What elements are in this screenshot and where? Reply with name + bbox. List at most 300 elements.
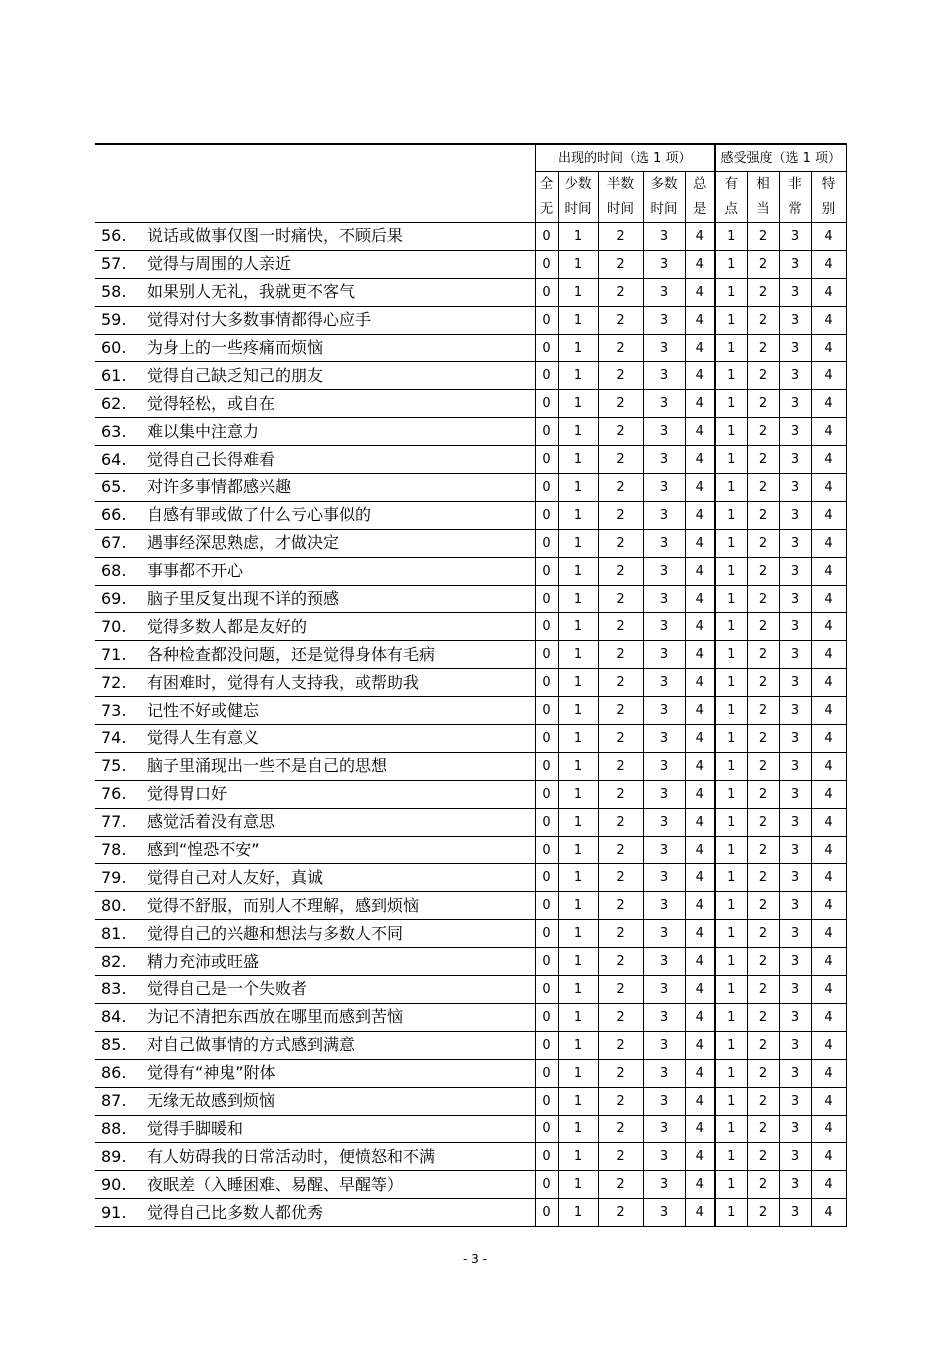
- time-choice-cell[interactable]: 1: [558, 1143, 598, 1171]
- time-choice-cell[interactable]: 4: [685, 557, 715, 585]
- time-choice-cell[interactable]: 2: [598, 418, 643, 446]
- strength-choice-cell[interactable]: 4: [811, 1087, 846, 1115]
- time-choice-cell[interactable]: 2: [598, 1115, 643, 1143]
- time-choice-cell[interactable]: 2: [598, 1087, 643, 1115]
- strength-choice-cell[interactable]: 3: [779, 474, 811, 502]
- strength-choice-cell[interactable]: 4: [811, 669, 846, 697]
- strength-choice-cell[interactable]: 1: [715, 529, 747, 557]
- time-choice-cell[interactable]: 0: [535, 948, 558, 976]
- strength-choice-cell[interactable]: 4: [811, 613, 846, 641]
- time-choice-cell[interactable]: 2: [598, 529, 643, 557]
- strength-choice-cell[interactable]: 4: [811, 223, 846, 251]
- time-choice-cell[interactable]: 4: [685, 446, 715, 474]
- strength-choice-cell[interactable]: 1: [715, 948, 747, 976]
- time-choice-cell[interactable]: 1: [558, 836, 598, 864]
- time-choice-cell[interactable]: 3: [643, 1199, 685, 1227]
- strength-choice-cell[interactable]: 2: [747, 223, 779, 251]
- time-choice-cell[interactable]: 1: [558, 585, 598, 613]
- strength-choice-cell[interactable]: 4: [811, 1171, 846, 1199]
- time-choice-cell[interactable]: 3: [643, 808, 685, 836]
- time-choice-cell[interactable]: 1: [558, 808, 598, 836]
- time-choice-cell[interactable]: 0: [535, 529, 558, 557]
- strength-choice-cell[interactable]: 3: [779, 1031, 811, 1059]
- time-choice-cell[interactable]: 4: [685, 641, 715, 669]
- time-choice-cell[interactable]: 2: [598, 1031, 643, 1059]
- time-choice-cell[interactable]: 4: [685, 390, 715, 418]
- time-choice-cell[interactable]: 2: [598, 501, 643, 529]
- time-choice-cell[interactable]: 1: [558, 948, 598, 976]
- time-choice-cell[interactable]: 1: [558, 1199, 598, 1227]
- time-choice-cell[interactable]: 0: [535, 1115, 558, 1143]
- strength-choice-cell[interactable]: 4: [811, 864, 846, 892]
- strength-choice-cell[interactable]: 2: [747, 892, 779, 920]
- strength-choice-cell[interactable]: 2: [747, 390, 779, 418]
- strength-choice-cell[interactable]: 3: [779, 306, 811, 334]
- strength-choice-cell[interactable]: 1: [715, 390, 747, 418]
- time-choice-cell[interactable]: 2: [598, 920, 643, 948]
- strength-choice-cell[interactable]: 2: [747, 529, 779, 557]
- strength-choice-cell[interactable]: 4: [811, 836, 846, 864]
- time-choice-cell[interactable]: 4: [685, 474, 715, 502]
- time-choice-cell[interactable]: 0: [535, 1143, 558, 1171]
- time-choice-cell[interactable]: 1: [558, 1171, 598, 1199]
- strength-choice-cell[interactable]: 2: [747, 1087, 779, 1115]
- strength-choice-cell[interactable]: 1: [715, 446, 747, 474]
- time-choice-cell[interactable]: 3: [643, 1031, 685, 1059]
- strength-choice-cell[interactable]: 2: [747, 362, 779, 390]
- time-choice-cell[interactable]: 1: [558, 641, 598, 669]
- strength-choice-cell[interactable]: 1: [715, 976, 747, 1004]
- time-choice-cell[interactable]: 2: [598, 725, 643, 753]
- time-choice-cell[interactable]: 2: [598, 948, 643, 976]
- time-choice-cell[interactable]: 4: [685, 585, 715, 613]
- strength-choice-cell[interactable]: 1: [715, 1143, 747, 1171]
- strength-choice-cell[interactable]: 2: [747, 418, 779, 446]
- strength-choice-cell[interactable]: 1: [715, 474, 747, 502]
- strength-choice-cell[interactable]: 1: [715, 557, 747, 585]
- strength-choice-cell[interactable]: 4: [811, 920, 846, 948]
- strength-choice-cell[interactable]: 4: [811, 557, 846, 585]
- strength-choice-cell[interactable]: 1: [715, 752, 747, 780]
- time-choice-cell[interactable]: 3: [643, 948, 685, 976]
- strength-choice-cell[interactable]: 2: [747, 250, 779, 278]
- time-choice-cell[interactable]: 3: [643, 446, 685, 474]
- strength-choice-cell[interactable]: 1: [715, 1115, 747, 1143]
- time-choice-cell[interactable]: 2: [598, 808, 643, 836]
- time-choice-cell[interactable]: 3: [643, 223, 685, 251]
- strength-choice-cell[interactable]: 1: [715, 697, 747, 725]
- time-choice-cell[interactable]: 4: [685, 948, 715, 976]
- time-choice-cell[interactable]: 0: [535, 976, 558, 1004]
- time-choice-cell[interactable]: 0: [535, 334, 558, 362]
- time-choice-cell[interactable]: 3: [643, 780, 685, 808]
- strength-choice-cell[interactable]: 1: [715, 278, 747, 306]
- time-choice-cell[interactable]: 4: [685, 613, 715, 641]
- time-choice-cell[interactable]: 0: [535, 864, 558, 892]
- strength-choice-cell[interactable]: 4: [811, 808, 846, 836]
- time-choice-cell[interactable]: 2: [598, 585, 643, 613]
- time-choice-cell[interactable]: 4: [685, 697, 715, 725]
- strength-choice-cell[interactable]: 2: [747, 641, 779, 669]
- strength-choice-cell[interactable]: 1: [715, 1031, 747, 1059]
- strength-choice-cell[interactable]: 3: [779, 1171, 811, 1199]
- time-choice-cell[interactable]: 2: [598, 334, 643, 362]
- strength-choice-cell[interactable]: 4: [811, 1031, 846, 1059]
- strength-choice-cell[interactable]: 3: [779, 278, 811, 306]
- strength-choice-cell[interactable]: 3: [779, 752, 811, 780]
- strength-choice-cell[interactable]: 2: [747, 836, 779, 864]
- time-choice-cell[interactable]: 4: [685, 1143, 715, 1171]
- strength-choice-cell[interactable]: 3: [779, 362, 811, 390]
- strength-choice-cell[interactable]: 1: [715, 1171, 747, 1199]
- strength-choice-cell[interactable]: 1: [715, 1003, 747, 1031]
- time-choice-cell[interactable]: 3: [643, 976, 685, 1004]
- time-choice-cell[interactable]: 2: [598, 752, 643, 780]
- strength-choice-cell[interactable]: 2: [747, 613, 779, 641]
- strength-choice-cell[interactable]: 4: [811, 334, 846, 362]
- time-choice-cell[interactable]: 3: [643, 864, 685, 892]
- strength-choice-cell[interactable]: 3: [779, 864, 811, 892]
- time-choice-cell[interactable]: 3: [643, 725, 685, 753]
- strength-choice-cell[interactable]: 3: [779, 613, 811, 641]
- strength-choice-cell[interactable]: 2: [747, 474, 779, 502]
- time-choice-cell[interactable]: 4: [685, 1059, 715, 1087]
- strength-choice-cell[interactable]: 1: [715, 725, 747, 753]
- strength-choice-cell[interactable]: 3: [779, 250, 811, 278]
- strength-choice-cell[interactable]: 2: [747, 920, 779, 948]
- strength-choice-cell[interactable]: 4: [811, 529, 846, 557]
- strength-choice-cell[interactable]: 2: [747, 1143, 779, 1171]
- time-choice-cell[interactable]: 0: [535, 836, 558, 864]
- strength-choice-cell[interactable]: 1: [715, 920, 747, 948]
- strength-choice-cell[interactable]: 4: [811, 948, 846, 976]
- time-choice-cell[interactable]: 2: [598, 557, 643, 585]
- time-choice-cell[interactable]: 3: [643, 1059, 685, 1087]
- strength-choice-cell[interactable]: 1: [715, 1059, 747, 1087]
- time-choice-cell[interactable]: 1: [558, 1115, 598, 1143]
- strength-choice-cell[interactable]: 4: [811, 752, 846, 780]
- time-choice-cell[interactable]: 1: [558, 278, 598, 306]
- strength-choice-cell[interactable]: 1: [715, 418, 747, 446]
- time-choice-cell[interactable]: 3: [643, 669, 685, 697]
- strength-choice-cell[interactable]: 4: [811, 362, 846, 390]
- strength-choice-cell[interactable]: 1: [715, 836, 747, 864]
- strength-choice-cell[interactable]: 4: [811, 250, 846, 278]
- strength-choice-cell[interactable]: 3: [779, 976, 811, 1004]
- time-choice-cell[interactable]: 3: [643, 585, 685, 613]
- time-choice-cell[interactable]: 1: [558, 1087, 598, 1115]
- strength-choice-cell[interactable]: 4: [811, 1143, 846, 1171]
- strength-choice-cell[interactable]: 3: [779, 529, 811, 557]
- time-choice-cell[interactable]: 4: [685, 223, 715, 251]
- time-choice-cell[interactable]: 2: [598, 278, 643, 306]
- time-choice-cell[interactable]: 1: [558, 306, 598, 334]
- time-choice-cell[interactable]: 0: [535, 474, 558, 502]
- time-choice-cell[interactable]: 2: [598, 1003, 643, 1031]
- time-choice-cell[interactable]: 3: [643, 1115, 685, 1143]
- time-choice-cell[interactable]: 3: [643, 250, 685, 278]
- time-choice-cell[interactable]: 2: [598, 1199, 643, 1227]
- time-choice-cell[interactable]: 1: [558, 250, 598, 278]
- strength-choice-cell[interactable]: 2: [747, 446, 779, 474]
- time-choice-cell[interactable]: 0: [535, 641, 558, 669]
- strength-choice-cell[interactable]: 2: [747, 585, 779, 613]
- strength-choice-cell[interactable]: 3: [779, 1003, 811, 1031]
- time-choice-cell[interactable]: 1: [558, 613, 598, 641]
- time-choice-cell[interactable]: 3: [643, 892, 685, 920]
- time-choice-cell[interactable]: 0: [535, 920, 558, 948]
- time-choice-cell[interactable]: 2: [598, 780, 643, 808]
- time-choice-cell[interactable]: 0: [535, 808, 558, 836]
- strength-choice-cell[interactable]: 2: [747, 1031, 779, 1059]
- time-choice-cell[interactable]: 3: [643, 362, 685, 390]
- time-choice-cell[interactable]: 0: [535, 752, 558, 780]
- strength-choice-cell[interactable]: 3: [779, 1143, 811, 1171]
- strength-choice-cell[interactable]: 1: [715, 613, 747, 641]
- strength-choice-cell[interactable]: 2: [747, 752, 779, 780]
- strength-choice-cell[interactable]: 4: [811, 1059, 846, 1087]
- time-choice-cell[interactable]: 4: [685, 1003, 715, 1031]
- strength-choice-cell[interactable]: 4: [811, 641, 846, 669]
- strength-choice-cell[interactable]: 1: [715, 864, 747, 892]
- strength-choice-cell[interactable]: 1: [715, 250, 747, 278]
- strength-choice-cell[interactable]: 1: [715, 669, 747, 697]
- strength-choice-cell[interactable]: 4: [811, 390, 846, 418]
- time-choice-cell[interactable]: 0: [535, 1003, 558, 1031]
- time-choice-cell[interactable]: 3: [643, 836, 685, 864]
- time-choice-cell[interactable]: 0: [535, 250, 558, 278]
- time-choice-cell[interactable]: 4: [685, 334, 715, 362]
- time-choice-cell[interactable]: 4: [685, 418, 715, 446]
- strength-choice-cell[interactable]: 1: [715, 892, 747, 920]
- strength-choice-cell[interactable]: 4: [811, 501, 846, 529]
- time-choice-cell[interactable]: 4: [685, 752, 715, 780]
- time-choice-cell[interactable]: 2: [598, 864, 643, 892]
- time-choice-cell[interactable]: 1: [558, 725, 598, 753]
- time-choice-cell[interactable]: 2: [598, 250, 643, 278]
- strength-choice-cell[interactable]: 2: [747, 697, 779, 725]
- time-choice-cell[interactable]: 3: [643, 613, 685, 641]
- time-choice-cell[interactable]: 0: [535, 390, 558, 418]
- time-choice-cell[interactable]: 1: [558, 780, 598, 808]
- time-choice-cell[interactable]: 2: [598, 697, 643, 725]
- time-choice-cell[interactable]: 0: [535, 725, 558, 753]
- strength-choice-cell[interactable]: 3: [779, 334, 811, 362]
- strength-choice-cell[interactable]: 3: [779, 418, 811, 446]
- time-choice-cell[interactable]: 1: [558, 334, 598, 362]
- strength-choice-cell[interactable]: 3: [779, 1115, 811, 1143]
- strength-choice-cell[interactable]: 2: [747, 1115, 779, 1143]
- time-choice-cell[interactable]: 1: [558, 501, 598, 529]
- strength-choice-cell[interactable]: 3: [779, 836, 811, 864]
- time-choice-cell[interactable]: 2: [598, 474, 643, 502]
- strength-choice-cell[interactable]: 3: [779, 669, 811, 697]
- strength-choice-cell[interactable]: 4: [811, 585, 846, 613]
- strength-choice-cell[interactable]: 3: [779, 697, 811, 725]
- time-choice-cell[interactable]: 0: [535, 1199, 558, 1227]
- time-choice-cell[interactable]: 3: [643, 1171, 685, 1199]
- time-choice-cell[interactable]: 3: [643, 501, 685, 529]
- time-choice-cell[interactable]: 0: [535, 1031, 558, 1059]
- strength-choice-cell[interactable]: 3: [779, 585, 811, 613]
- strength-choice-cell[interactable]: 4: [811, 780, 846, 808]
- time-choice-cell[interactable]: 1: [558, 557, 598, 585]
- time-choice-cell[interactable]: 4: [685, 808, 715, 836]
- strength-choice-cell[interactable]: 2: [747, 725, 779, 753]
- time-choice-cell[interactable]: 0: [535, 697, 558, 725]
- strength-choice-cell[interactable]: 3: [779, 892, 811, 920]
- time-choice-cell[interactable]: 2: [598, 641, 643, 669]
- time-choice-cell[interactable]: 3: [643, 1087, 685, 1115]
- time-choice-cell[interactable]: 1: [558, 362, 598, 390]
- time-choice-cell[interactable]: 3: [643, 752, 685, 780]
- strength-choice-cell[interactable]: 4: [811, 892, 846, 920]
- time-choice-cell[interactable]: 4: [685, 250, 715, 278]
- time-choice-cell[interactable]: 1: [558, 223, 598, 251]
- time-choice-cell[interactable]: 0: [535, 418, 558, 446]
- time-choice-cell[interactable]: 4: [685, 836, 715, 864]
- strength-choice-cell[interactable]: 2: [747, 948, 779, 976]
- strength-choice-cell[interactable]: 3: [779, 948, 811, 976]
- strength-choice-cell[interactable]: 3: [779, 920, 811, 948]
- time-choice-cell[interactable]: 2: [598, 223, 643, 251]
- time-choice-cell[interactable]: 2: [598, 892, 643, 920]
- strength-choice-cell[interactable]: 4: [811, 697, 846, 725]
- time-choice-cell[interactable]: 2: [598, 362, 643, 390]
- time-choice-cell[interactable]: 1: [558, 752, 598, 780]
- strength-choice-cell[interactable]: 4: [811, 474, 846, 502]
- strength-choice-cell[interactable]: 2: [747, 864, 779, 892]
- time-choice-cell[interactable]: 3: [643, 390, 685, 418]
- strength-choice-cell[interactable]: 3: [779, 1059, 811, 1087]
- time-choice-cell[interactable]: 1: [558, 390, 598, 418]
- time-choice-cell[interactable]: 3: [643, 334, 685, 362]
- strength-choice-cell[interactable]: 4: [811, 278, 846, 306]
- time-choice-cell[interactable]: 0: [535, 223, 558, 251]
- strength-choice-cell[interactable]: 3: [779, 557, 811, 585]
- time-choice-cell[interactable]: 0: [535, 278, 558, 306]
- time-choice-cell[interactable]: 4: [685, 362, 715, 390]
- strength-choice-cell[interactable]: 3: [779, 390, 811, 418]
- time-choice-cell[interactable]: 4: [685, 892, 715, 920]
- time-choice-cell[interactable]: 3: [643, 697, 685, 725]
- time-choice-cell[interactable]: 3: [643, 1003, 685, 1031]
- strength-choice-cell[interactable]: 1: [715, 780, 747, 808]
- strength-choice-cell[interactable]: 4: [811, 418, 846, 446]
- time-choice-cell[interactable]: 1: [558, 529, 598, 557]
- time-choice-cell[interactable]: 4: [685, 1087, 715, 1115]
- time-choice-cell[interactable]: 2: [598, 446, 643, 474]
- strength-choice-cell[interactable]: 3: [779, 808, 811, 836]
- time-choice-cell[interactable]: 2: [598, 1171, 643, 1199]
- time-choice-cell[interactable]: 1: [558, 474, 598, 502]
- time-choice-cell[interactable]: 4: [685, 976, 715, 1004]
- time-choice-cell[interactable]: 2: [598, 669, 643, 697]
- strength-choice-cell[interactable]: 4: [811, 1199, 846, 1227]
- time-choice-cell[interactable]: 2: [598, 836, 643, 864]
- time-choice-cell[interactable]: 1: [558, 446, 598, 474]
- time-choice-cell[interactable]: 0: [535, 1059, 558, 1087]
- time-choice-cell[interactable]: 3: [643, 529, 685, 557]
- time-choice-cell[interactable]: 0: [535, 306, 558, 334]
- time-choice-cell[interactable]: 3: [643, 557, 685, 585]
- strength-choice-cell[interactable]: 1: [715, 501, 747, 529]
- time-choice-cell[interactable]: 0: [535, 501, 558, 529]
- strength-choice-cell[interactable]: 1: [715, 1087, 747, 1115]
- time-choice-cell[interactable]: 4: [685, 920, 715, 948]
- time-choice-cell[interactable]: 1: [558, 418, 598, 446]
- time-choice-cell[interactable]: 0: [535, 669, 558, 697]
- strength-choice-cell[interactable]: 2: [747, 501, 779, 529]
- time-choice-cell[interactable]: 4: [685, 1199, 715, 1227]
- time-choice-cell[interactable]: 3: [643, 1143, 685, 1171]
- strength-choice-cell[interactable]: 2: [747, 557, 779, 585]
- time-choice-cell[interactable]: 2: [598, 613, 643, 641]
- strength-choice-cell[interactable]: 1: [715, 585, 747, 613]
- time-choice-cell[interactable]: 0: [535, 557, 558, 585]
- strength-choice-cell[interactable]: 3: [779, 223, 811, 251]
- strength-choice-cell[interactable]: 2: [747, 1059, 779, 1087]
- strength-choice-cell[interactable]: 3: [779, 501, 811, 529]
- strength-choice-cell[interactable]: 3: [779, 446, 811, 474]
- strength-choice-cell[interactable]: 4: [811, 1003, 846, 1031]
- strength-choice-cell[interactable]: 3: [779, 725, 811, 753]
- time-choice-cell[interactable]: 1: [558, 920, 598, 948]
- time-choice-cell[interactable]: 4: [685, 725, 715, 753]
- strength-choice-cell[interactable]: 3: [779, 1199, 811, 1227]
- time-choice-cell[interactable]: 0: [535, 780, 558, 808]
- time-choice-cell[interactable]: 4: [685, 529, 715, 557]
- time-choice-cell[interactable]: 1: [558, 892, 598, 920]
- time-choice-cell[interactable]: 4: [685, 1031, 715, 1059]
- strength-choice-cell[interactable]: 3: [779, 641, 811, 669]
- time-choice-cell[interactable]: 4: [685, 278, 715, 306]
- strength-choice-cell[interactable]: 1: [715, 223, 747, 251]
- strength-choice-cell[interactable]: 3: [779, 780, 811, 808]
- strength-choice-cell[interactable]: 2: [747, 808, 779, 836]
- time-choice-cell[interactable]: 3: [643, 474, 685, 502]
- time-choice-cell[interactable]: 4: [685, 1115, 715, 1143]
- strength-choice-cell[interactable]: 2: [747, 1199, 779, 1227]
- time-choice-cell[interactable]: 2: [598, 1059, 643, 1087]
- strength-choice-cell[interactable]: 4: [811, 446, 846, 474]
- time-choice-cell[interactable]: 4: [685, 1171, 715, 1199]
- strength-choice-cell[interactable]: 1: [715, 306, 747, 334]
- time-choice-cell[interactable]: 0: [535, 446, 558, 474]
- time-choice-cell[interactable]: 1: [558, 669, 598, 697]
- time-choice-cell[interactable]: 3: [643, 418, 685, 446]
- time-choice-cell[interactable]: 2: [598, 1143, 643, 1171]
- strength-choice-cell[interactable]: 2: [747, 334, 779, 362]
- strength-choice-cell[interactable]: 2: [747, 976, 779, 1004]
- time-choice-cell[interactable]: 2: [598, 390, 643, 418]
- time-choice-cell[interactable]: 3: [643, 306, 685, 334]
- strength-choice-cell[interactable]: 1: [715, 1199, 747, 1227]
- strength-choice-cell[interactable]: 2: [747, 306, 779, 334]
- time-choice-cell[interactable]: 4: [685, 306, 715, 334]
- time-choice-cell[interactable]: 2: [598, 306, 643, 334]
- strength-choice-cell[interactable]: 1: [715, 362, 747, 390]
- strength-choice-cell[interactable]: 3: [779, 1087, 811, 1115]
- time-choice-cell[interactable]: 3: [643, 641, 685, 669]
- strength-choice-cell[interactable]: 2: [747, 278, 779, 306]
- time-choice-cell[interactable]: 4: [685, 669, 715, 697]
- time-choice-cell[interactable]: 4: [685, 501, 715, 529]
- strength-choice-cell[interactable]: 1: [715, 641, 747, 669]
- strength-choice-cell[interactable]: 4: [811, 725, 846, 753]
- time-choice-cell[interactable]: 0: [535, 892, 558, 920]
- time-choice-cell[interactable]: 1: [558, 1031, 598, 1059]
